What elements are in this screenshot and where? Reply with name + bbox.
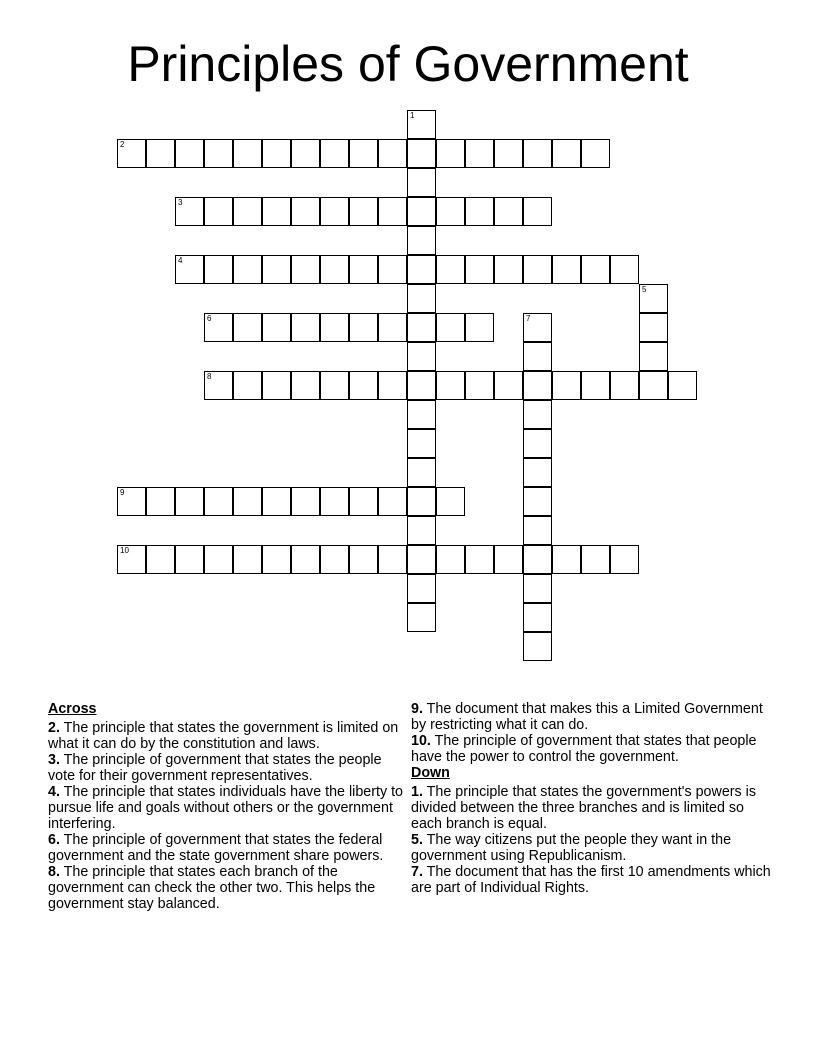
grid-cell[interactable] xyxy=(204,545,233,574)
grid-cell[interactable] xyxy=(320,313,349,342)
grid-cell[interactable] xyxy=(320,371,349,400)
grid-cell[interactable] xyxy=(494,197,523,226)
clue-across-3 xyxy=(48,752,408,784)
grid-cell[interactable] xyxy=(407,110,436,139)
grid-cell[interactable] xyxy=(146,139,175,168)
grid-cell[interactable] xyxy=(407,429,436,458)
clue-number: 5. xyxy=(411,832,423,848)
clue-text: The principle of government that states the federal government and the state government share powers. xyxy=(48,832,384,864)
grid-cell[interactable] xyxy=(552,371,581,400)
grid-cell[interactable] xyxy=(146,545,175,574)
grid-cell[interactable] xyxy=(233,139,262,168)
cell-number: 8 xyxy=(207,372,212,381)
grid-cell[interactable] xyxy=(581,139,610,168)
grid-cell[interactable] xyxy=(233,197,262,226)
grid-cell[interactable] xyxy=(436,371,465,400)
clue-text: The principle that states the government is limited on what it can do by the constitution and laws. xyxy=(48,720,399,752)
grid-cell[interactable] xyxy=(610,371,639,400)
cell-number: 2 xyxy=(120,140,125,149)
grid-cell[interactable] xyxy=(523,255,552,284)
clue-number: 10. xyxy=(411,733,431,749)
grid-cell[interactable] xyxy=(494,545,523,574)
cell-number: 6 xyxy=(207,314,212,323)
clue-across-8 xyxy=(48,864,408,912)
grid-cell[interactable] xyxy=(552,545,581,574)
grid-cell[interactable] xyxy=(465,371,494,400)
clue-number: 4. xyxy=(48,784,60,800)
grid-cell[interactable] xyxy=(291,197,320,226)
grid-cell[interactable] xyxy=(320,255,349,284)
grid-cell[interactable] xyxy=(291,371,320,400)
clue-number: 9. xyxy=(411,701,423,717)
grid-cell[interactable] xyxy=(407,371,436,400)
grid-cell[interactable] xyxy=(465,545,494,574)
grid-cell[interactable] xyxy=(175,487,204,516)
grid-cell[interactable] xyxy=(291,545,320,574)
grid-cell[interactable] xyxy=(262,197,291,226)
grid-cell[interactable] xyxy=(407,197,436,226)
grid-cell[interactable] xyxy=(523,429,552,458)
grid-cell[interactable] xyxy=(465,255,494,284)
grid-cell[interactable] xyxy=(436,197,465,226)
clues-right-column xyxy=(411,701,771,896)
page-title: Principles of Government xyxy=(127,36,689,92)
grid-cell[interactable] xyxy=(291,139,320,168)
grid-cell[interactable] xyxy=(291,313,320,342)
grid-cell[interactable] xyxy=(291,487,320,516)
grid-cell[interactable] xyxy=(320,487,349,516)
clue-down-5 xyxy=(411,832,771,864)
grid-cell[interactable] xyxy=(523,400,552,429)
grid-cell[interactable] xyxy=(204,487,233,516)
grid-cell[interactable] xyxy=(610,255,639,284)
grid-cell[interactable] xyxy=(349,545,378,574)
grid-cell[interactable] xyxy=(378,313,407,342)
grid-cell[interactable] xyxy=(407,255,436,284)
clue-down-7 xyxy=(411,864,771,896)
grid-cell[interactable] xyxy=(407,516,436,545)
grid-cell[interactable] xyxy=(523,603,552,632)
clue-number: 6. xyxy=(48,832,60,848)
clue-text: The principle that states the government's powers is divided between the three branches and is limited so each branch is equal. xyxy=(411,784,756,832)
cell-number: 7 xyxy=(526,314,531,323)
grid-cell[interactable] xyxy=(175,255,204,284)
grid-cell[interactable] xyxy=(320,545,349,574)
grid-cell[interactable] xyxy=(233,487,262,516)
grid-cell[interactable] xyxy=(117,139,146,168)
grid-cell[interactable] xyxy=(146,487,175,516)
grid-cell[interactable] xyxy=(436,313,465,342)
clues-left-column xyxy=(48,701,408,912)
grid-cell[interactable] xyxy=(523,197,552,226)
grid-cell[interactable] xyxy=(407,400,436,429)
grid-cell[interactable] xyxy=(494,255,523,284)
grid-cell[interactable] xyxy=(262,255,291,284)
grid-cell[interactable] xyxy=(233,255,262,284)
clue-text: The document that has the first 10 amendments which are part of Individual Rights. xyxy=(411,864,771,896)
grid-cell[interactable] xyxy=(668,371,697,400)
grid-cell[interactable] xyxy=(523,342,552,371)
grid-cell[interactable] xyxy=(465,197,494,226)
grid-cell[interactable] xyxy=(378,371,407,400)
grid-cell[interactable] xyxy=(407,284,436,313)
clue-text: The principle of government that states the people vote for their government representatives. xyxy=(48,752,382,784)
grid-cell[interactable] xyxy=(204,139,233,168)
grid-cell[interactable] xyxy=(639,284,668,313)
grid-cell[interactable] xyxy=(349,313,378,342)
clue-text: The principle that states individuals have the liberty to pursue life and goals without others or the government interfering. xyxy=(48,784,403,832)
grid-cell[interactable] xyxy=(349,197,378,226)
clue-text: The principle of government that states that people have the power to control the government. xyxy=(411,733,757,765)
clue-across-9 xyxy=(411,701,771,733)
grid-cell[interactable] xyxy=(407,458,436,487)
down-heading: Down xyxy=(411,765,450,781)
grid-cell[interactable] xyxy=(117,545,146,574)
grid-cell[interactable] xyxy=(523,139,552,168)
grid-cell[interactable] xyxy=(436,255,465,284)
grid-cell[interactable] xyxy=(204,313,233,342)
grid-cell[interactable] xyxy=(552,255,581,284)
grid-cell[interactable] xyxy=(262,371,291,400)
across-heading: Across xyxy=(48,701,97,717)
clue-across-4 xyxy=(48,784,408,832)
clue-across-6 xyxy=(48,832,408,864)
grid-cell[interactable] xyxy=(494,371,523,400)
grid-cell[interactable] xyxy=(436,545,465,574)
grid-cell[interactable] xyxy=(233,371,262,400)
clue-number: 2. xyxy=(48,720,60,736)
grid-cell[interactable] xyxy=(639,313,668,342)
clue-across-10 xyxy=(411,733,771,765)
grid-cell[interactable] xyxy=(233,545,262,574)
grid-cell[interactable] xyxy=(523,313,552,342)
grid-cell[interactable] xyxy=(407,313,436,342)
grid-cell[interactable] xyxy=(523,545,552,574)
cell-number: 10 xyxy=(120,546,129,555)
cell-number: 5 xyxy=(642,285,647,294)
grid-cell[interactable] xyxy=(204,371,233,400)
clue-text: The principle that states each branch of the government can check the other two. This helps the government stay balanced. xyxy=(48,864,376,912)
grid-cell[interactable] xyxy=(494,139,523,168)
grid-cell[interactable] xyxy=(291,255,320,284)
grid-cell[interactable] xyxy=(262,313,291,342)
grid-cell[interactable] xyxy=(407,342,436,371)
grid-cell[interactable] xyxy=(378,545,407,574)
grid-cell[interactable] xyxy=(639,342,668,371)
grid-cell[interactable] xyxy=(407,139,436,168)
grid-cell[interactable] xyxy=(378,255,407,284)
grid-cell[interactable] xyxy=(262,487,291,516)
grid-cell[interactable] xyxy=(407,226,436,255)
grid-cell[interactable] xyxy=(523,574,552,603)
grid-cell[interactable] xyxy=(610,545,639,574)
grid-cell[interactable] xyxy=(407,603,436,632)
grid-cell[interactable] xyxy=(320,197,349,226)
grid-cell[interactable] xyxy=(204,255,233,284)
grid-cell[interactable] xyxy=(175,139,204,168)
grid-cell[interactable] xyxy=(523,516,552,545)
grid-cell[interactable] xyxy=(436,487,465,516)
grid-cell[interactable] xyxy=(581,545,610,574)
grid-cell[interactable] xyxy=(639,371,668,400)
cell-number: 9 xyxy=(120,488,125,497)
grid-cell[interactable] xyxy=(465,139,494,168)
clue-across-2 xyxy=(48,720,408,752)
grid-cell[interactable] xyxy=(204,197,233,226)
grid-cell[interactable] xyxy=(407,574,436,603)
grid-cell[interactable] xyxy=(349,487,378,516)
grid-cell[interactable] xyxy=(262,545,291,574)
grid-cell[interactable] xyxy=(349,255,378,284)
grid-cell[interactable] xyxy=(117,487,146,516)
grid-cell[interactable] xyxy=(523,371,552,400)
grid-cell[interactable] xyxy=(523,458,552,487)
grid-cell[interactable] xyxy=(378,139,407,168)
grid-cell[interactable] xyxy=(349,139,378,168)
grid-cell[interactable] xyxy=(175,545,204,574)
grid-cell[interactable] xyxy=(523,632,552,661)
cell-number: 4 xyxy=(178,256,183,265)
grid-cell[interactable] xyxy=(378,487,407,516)
grid-cell[interactable] xyxy=(349,371,378,400)
grid-cell[interactable] xyxy=(378,197,407,226)
grid-cell[interactable] xyxy=(552,139,581,168)
grid-cell[interactable] xyxy=(436,139,465,168)
clue-number: 8. xyxy=(48,864,60,880)
grid-cell[interactable] xyxy=(262,139,291,168)
grid-cell[interactable] xyxy=(465,313,494,342)
clue-number: 3. xyxy=(48,752,60,768)
grid-cell[interactable] xyxy=(175,197,204,226)
clue-text: The document that makes this a Limited Government by restricting what it can do. xyxy=(411,701,763,733)
grid-cell[interactable] xyxy=(581,255,610,284)
grid-cell[interactable] xyxy=(233,313,262,342)
grid-cell[interactable] xyxy=(407,168,436,197)
clue-number: 1. xyxy=(411,784,423,800)
cell-number: 3 xyxy=(178,198,183,207)
cell-number: 1 xyxy=(410,111,415,120)
grid-cell[interactable] xyxy=(407,487,436,516)
grid-cell[interactable] xyxy=(407,545,436,574)
clue-down-1 xyxy=(411,784,771,832)
grid-cell[interactable] xyxy=(320,139,349,168)
clue-text: The way citizens put the people they want in the government using Republicanism. xyxy=(411,832,732,864)
grid-cell[interactable] xyxy=(523,487,552,516)
clue-number: 7. xyxy=(411,864,423,880)
grid-cell[interactable] xyxy=(581,371,610,400)
